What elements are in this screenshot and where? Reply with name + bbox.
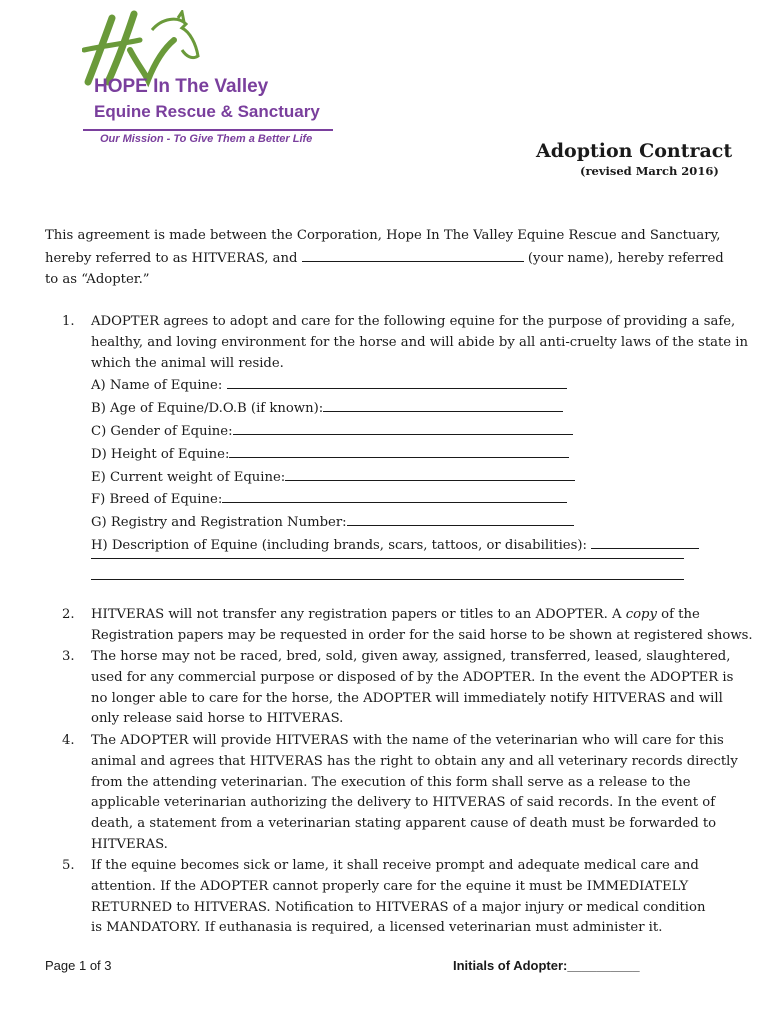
equine-weight-field[interactable]: [285, 466, 575, 481]
equine-gender-field[interactable]: [233, 420, 573, 435]
intro-paragraph: [45, 226, 724, 290]
org-name-line2: Equine Rescue & Sanctuary: [94, 102, 320, 121]
field-gender: C) Gender of Equine:: [91, 420, 748, 443]
adopter-initials-field[interactable]: Initials of Adopter:__________: [453, 958, 640, 973]
mission-statement: Our Mission - To Give Them a Better Life: [100, 133, 313, 145]
field-breed: F) Breed of Equine:: [91, 488, 748, 511]
equine-breed-field[interactable]: [222, 488, 567, 503]
logo-divider: [83, 129, 333, 131]
equine-name-field[interactable]: [227, 374, 567, 389]
field-age: B) Age of Equine/D.O.B (if known):: [91, 397, 748, 420]
page-number: Page 1 of 3: [45, 958, 112, 973]
field-name: A) Name of Equine:: [91, 374, 748, 397]
field-registry: G) Registry and Registration Number:: [91, 511, 748, 534]
intro-line: hereby referred to as HITVERAS, and (your name), hereby referred: [45, 247, 724, 270]
equine-height-field[interactable]: [229, 443, 569, 458]
revision-date: (revised March 2016): [580, 164, 719, 178]
intro-line: to as “Adopter.”: [45, 271, 150, 287]
registry-number-field[interactable]: [347, 511, 574, 526]
field-description: H) Description of Equine (including brands, scars, tattoos, or disabilities):: [91, 534, 748, 557]
description-line-2[interactable]: [91, 558, 684, 559]
adopter-name-field[interactable]: [302, 247, 524, 262]
org-name-line1: HOPE In The Valley: [94, 76, 269, 97]
equine-age-field[interactable]: [323, 397, 563, 412]
field-weight: E) Current weight of Equine:: [91, 466, 748, 489]
field-height: D) Height of Equine:: [91, 443, 748, 466]
intro-line: This agreement is made between the Corporation, Hope In The Valley Equine Rescue and Sanctuary,: [45, 228, 721, 243]
org-logo: [82, 10, 342, 150]
equine-description-field[interactable]: [591, 534, 699, 549]
document-title: Adoption Contract: [536, 140, 733, 162]
description-line-3[interactable]: [91, 579, 684, 580]
